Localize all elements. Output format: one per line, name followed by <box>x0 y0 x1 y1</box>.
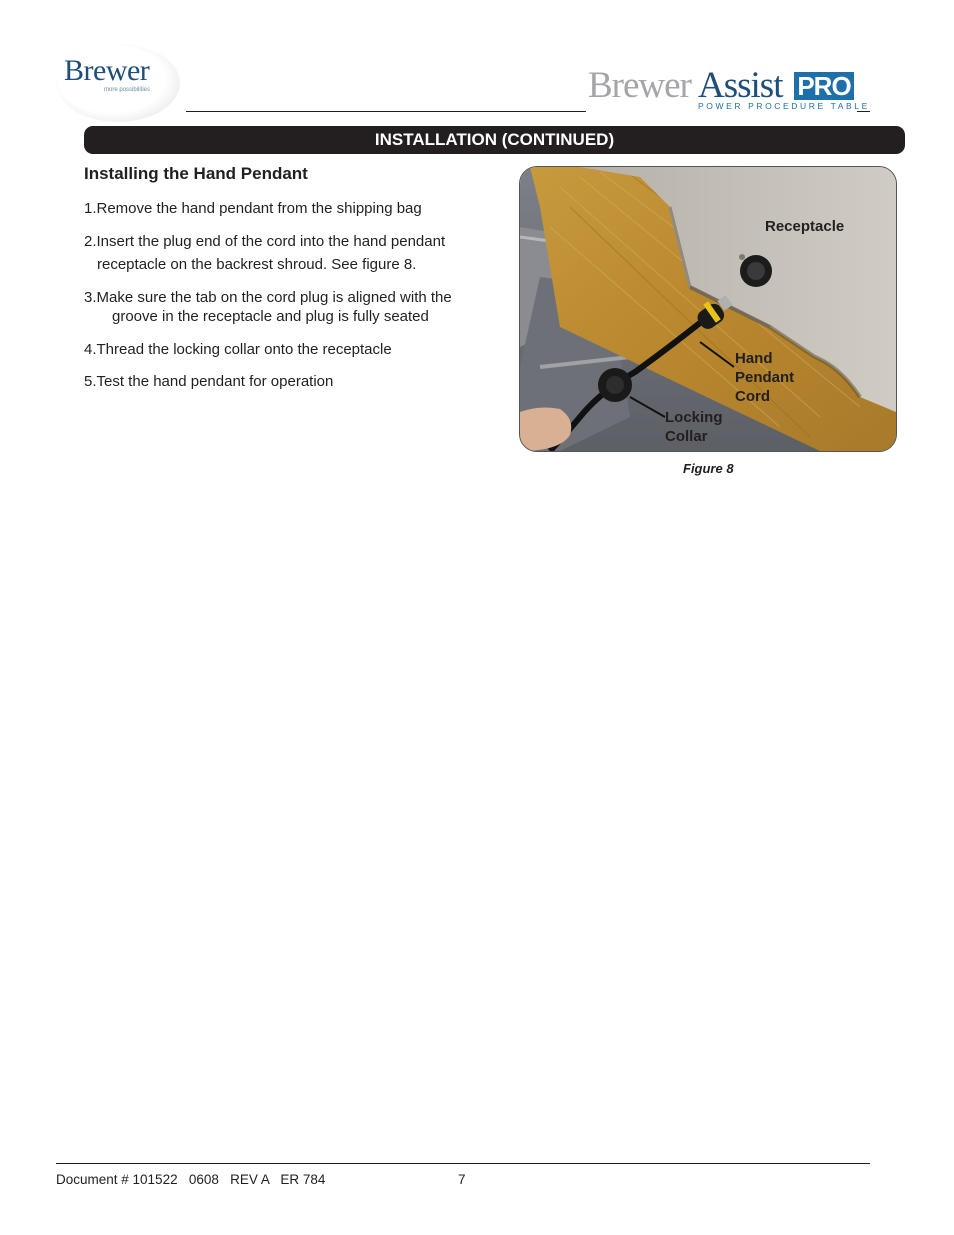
product-logo-subtitle: POWER PROCEDURE TABLE <box>698 101 870 111</box>
footer-document-number: Document # 101522 0608 REV A ER 784 <box>56 1172 326 1187</box>
header-rule <box>186 111 586 112</box>
step-5-line-1: 5.Test the hand pendant for operation <box>84 373 334 390</box>
step-4-line-1: 4.Thread the locking collar onto the receptacle <box>84 341 392 358</box>
step-5 <box>84 372 333 392</box>
brewer-logo-tagline: more possibilities <box>104 87 151 93</box>
product-logo-pro: PRO <box>794 72 854 100</box>
step-4 <box>84 340 392 360</box>
step-2-line-2: receptacle on the backrest shroud. See figure 8. <box>97 256 417 273</box>
brewer-logo-wordmark: Brewer <box>64 54 150 87</box>
subheading: Installing the Hand Pendant <box>84 164 308 183</box>
header-rule-right <box>857 111 870 112</box>
product-logo-assist: Assist <box>698 65 783 106</box>
footer-rule <box>56 1163 870 1164</box>
step-2 <box>84 232 445 275</box>
step-2-line-1: 2.Insert the plug end of the cord into the hand pendant <box>84 233 446 250</box>
receptacle-label: Receptacle <box>765 218 845 235</box>
cord-label-line-1: Hand <box>735 350 773 367</box>
step-3 <box>84 288 452 327</box>
cord-label-line-2: Pendant <box>735 369 795 386</box>
step-3-line-2: groove in the receptacle and plug is fully seated <box>112 308 429 325</box>
cord-label-line-3: Cord <box>735 388 770 405</box>
figure-caption: Figure 8 <box>683 461 734 476</box>
locking-collar-label <box>665 408 723 446</box>
page-number: 7 <box>458 1172 466 1187</box>
hand-pendant-cord-label <box>735 349 794 406</box>
product-logo-brewer: Brewer <box>588 65 691 106</box>
collar-label-line-2: Collar <box>665 428 708 445</box>
step-3-line-1: 3.Make sure the tab on the cord plug is aligned with the <box>84 289 452 306</box>
step-1-line-1: 1.Remove the hand pendant from the shipping bag <box>84 200 422 217</box>
collar-label-line-1: Locking <box>665 409 723 426</box>
step-1 <box>84 199 422 219</box>
section-title-bar: INSTALLATION (CONTINUED) <box>84 126 905 154</box>
